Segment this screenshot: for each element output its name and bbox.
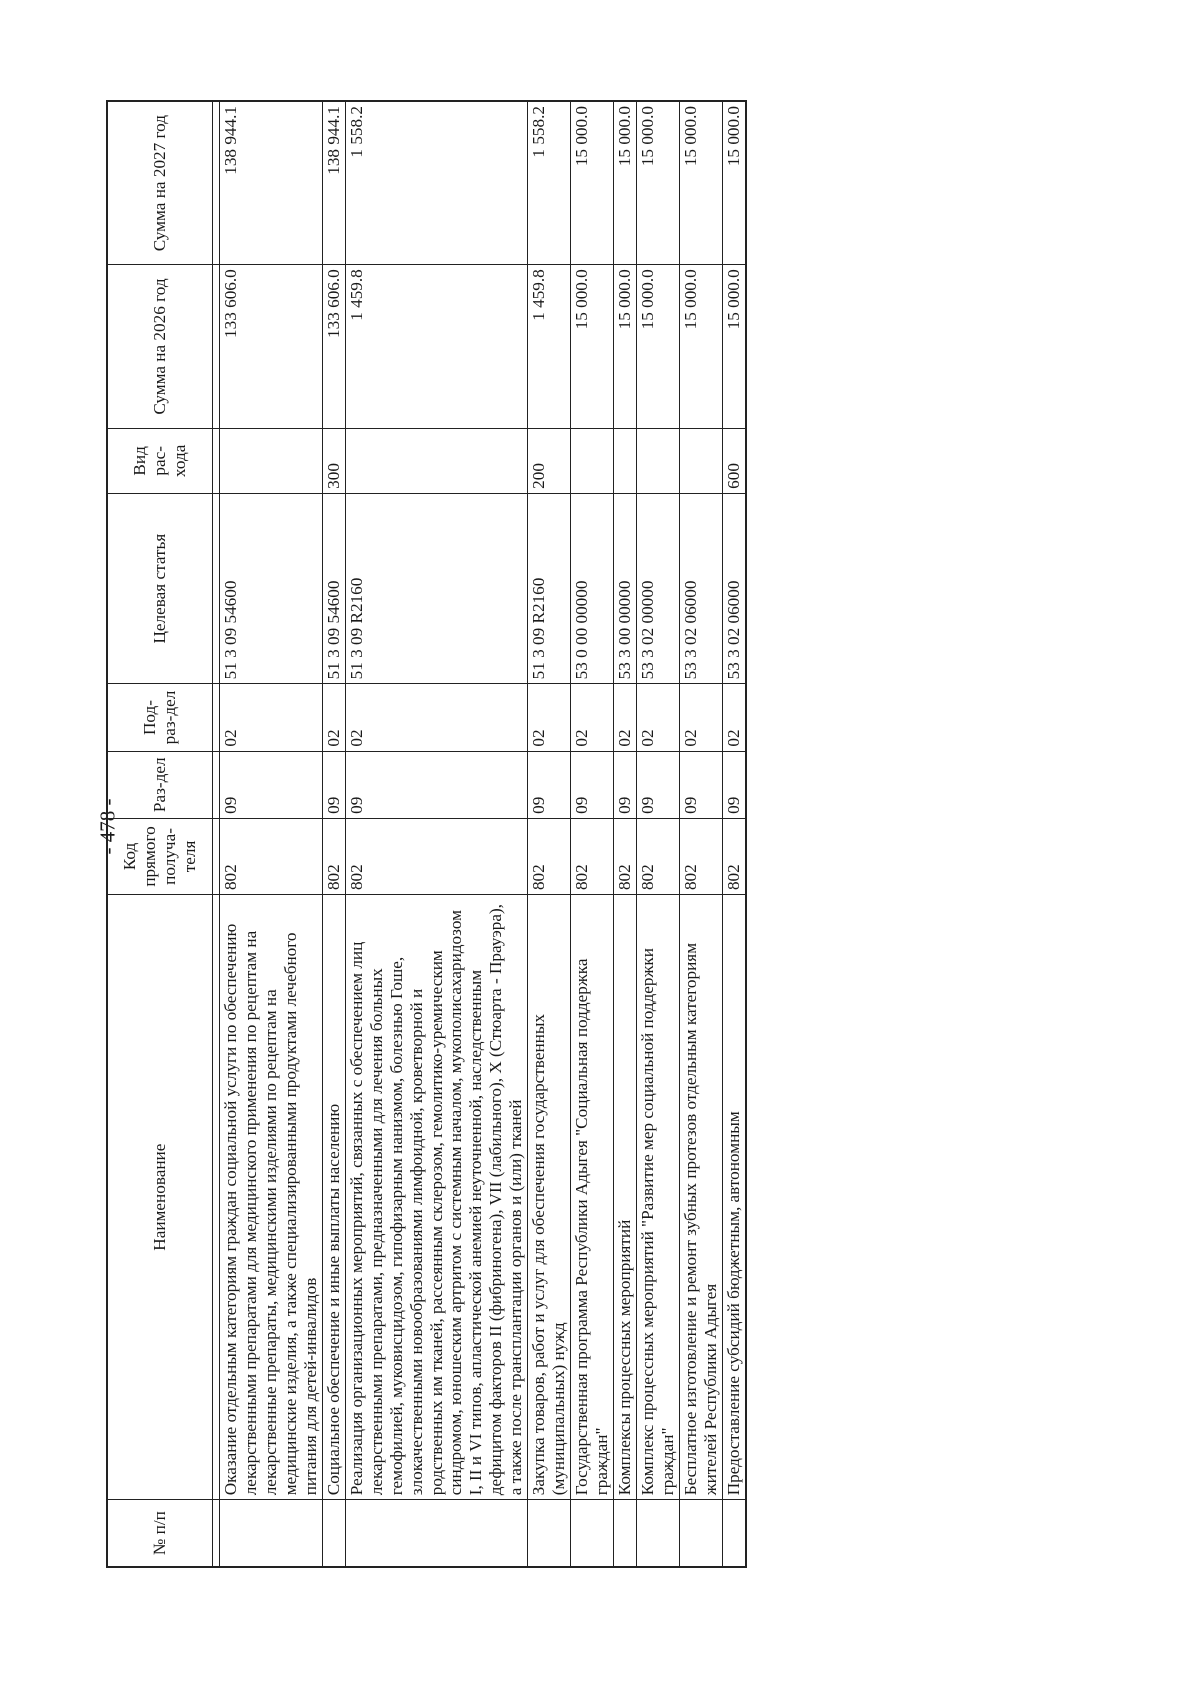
cell-podrazdel: 02 <box>679 684 722 751</box>
cell-sum2027: 138 944.1 <box>322 101 345 265</box>
cell-no <box>571 1500 614 1567</box>
cell-name: Бесплатное изготовление и ремонт зубных протезов отдельным категориям жителей Республики Адыгея <box>679 895 722 1500</box>
cell-no <box>722 1500 745 1567</box>
cell-sum2026: 1 459.8 <box>528 265 571 429</box>
cell-sum2026: 15 000.0 <box>614 265 637 429</box>
cell-no <box>614 1500 637 1567</box>
cell-name: Реализация организационных мероприятий, связанных с обеспечением лиц лекарственными препаратами, предназначенными для лечения больных гемофилией, муковисцидозом, гипофизарным нанизмом, болезнью Гоше, злокачественными новообразованиями лимфоидной, кроветворной и родственных им тканей, рассеянным склерозом, гемолитико-уремическим синдромом, юношеским артритом с системным началом, мукополисахаридозом I, II и VI типов, апластической анемией неуточненной, наследственным дефицитом факторов II (фибриногена), VII (лабильного), X (Стюарта - Прауэра), а также после трансплантации органов и (или) тканей <box>345 895 528 1500</box>
cell-sum2026: 15 000.0 <box>679 265 722 429</box>
cell-name: Государственная программа Республики Адыгея "Социальная поддержка граждан" <box>571 895 614 1500</box>
cell-name: Закупка товаров, работ и услуг для обеспечения государственных (муниципальных) нужд <box>528 895 571 1500</box>
cell-sum2027: 15 000.0 <box>571 101 614 265</box>
page-number: - 478 - <box>95 798 120 855</box>
table-row <box>528 101 571 1567</box>
cell-sum2027: 1 558.2 <box>528 101 571 265</box>
cell-code: 802 <box>322 818 345 894</box>
cell-tselevaya: 51 3 09 54600 <box>220 493 323 684</box>
cell-vid: 200 <box>528 428 571 493</box>
cell-sum2026: 133 606.0 <box>322 265 345 429</box>
cell-name: Социальное обеспечение и иные выплаты населению <box>322 895 345 1500</box>
cell-sum2027: 1 558.2 <box>345 101 528 265</box>
table-row <box>571 101 614 1567</box>
cell-no <box>345 1500 528 1567</box>
header-razdel: Раз-дел <box>107 751 213 818</box>
cell-no <box>528 1500 571 1567</box>
header-tselevaya: Целевая статья <box>107 493 213 684</box>
cell-razdel: 09 <box>528 751 571 818</box>
cell-razdel: 09 <box>571 751 614 818</box>
table-header-row <box>107 101 213 1567</box>
cell-code: 802 <box>614 818 637 894</box>
cell-tselevaya: 53 3 02 06000 <box>722 493 745 684</box>
cell-sum2026: 15 000.0 <box>722 265 745 429</box>
cell-code: 802 <box>722 818 745 894</box>
cell-tselevaya: 51 3 09 54600 <box>322 493 345 684</box>
cell-podrazdel: 02 <box>637 684 680 751</box>
cell-name: Комплексы процессных мероприятий <box>614 895 637 1500</box>
table-row <box>637 101 680 1567</box>
cell-code: 802 <box>220 818 323 894</box>
cell-name: Комплекс процессных мероприятий "Развитие мер социальной поддержки граждан" <box>637 895 680 1500</box>
cell-tselevaya: 51 3 09 R2160 <box>345 493 528 684</box>
cell-no <box>679 1500 722 1567</box>
cell-sum2026: 133 606.0 <box>220 265 323 429</box>
table-row <box>220 101 323 1567</box>
cell-tselevaya: 53 3 02 00000 <box>637 493 680 684</box>
table-body <box>220 101 746 1567</box>
cell-sum2026: 15 000.0 <box>571 265 614 429</box>
cell-vid: 600 <box>722 428 745 493</box>
cell-code: 802 <box>679 818 722 894</box>
cell-code: 802 <box>571 818 614 894</box>
cell-sum2026: 15 000.0 <box>637 265 680 429</box>
cell-tselevaya: 53 0 00 00000 <box>571 493 614 684</box>
table-row <box>322 101 345 1567</box>
header-vid: Вид рас-хода <box>107 428 213 493</box>
cell-razdel: 09 <box>614 751 637 818</box>
cell-tselevaya: 53 3 02 06000 <box>679 493 722 684</box>
cell-sum2027: 15 000.0 <box>722 101 745 265</box>
table-row <box>345 101 528 1567</box>
cell-sum2027: 15 000.0 <box>679 101 722 265</box>
cell-podrazdel: 02 <box>571 684 614 751</box>
cell-podrazdel: 02 <box>322 684 345 751</box>
cell-razdel: 09 <box>637 751 680 818</box>
cell-podrazdel: 02 <box>528 684 571 751</box>
table-row <box>614 101 637 1567</box>
cell-no <box>637 1500 680 1567</box>
cell-code: 802 <box>528 818 571 894</box>
cell-no <box>220 1500 323 1567</box>
cell-tselevaya: 53 3 00 00000 <box>614 493 637 684</box>
cell-code: 802 <box>345 818 528 894</box>
cell-vid <box>614 428 637 493</box>
cell-vid <box>571 428 614 493</box>
cell-vid <box>345 428 528 493</box>
cell-podrazdel: 02 <box>220 684 323 751</box>
cell-vid <box>679 428 722 493</box>
cell-podrazdel: 02 <box>722 684 745 751</box>
cell-vid <box>637 428 680 493</box>
cell-vid <box>220 428 323 493</box>
header-code: Код прямого получа-теля <box>107 818 213 894</box>
cell-razdel: 09 <box>345 751 528 818</box>
cell-sum2027: 138 944.1 <box>220 101 323 265</box>
cell-vid: 300 <box>322 428 345 493</box>
cell-name: Оказание отдельным категориям граждан социальной услуги по обеспечению лекарственными препаратами для медицинского применения по рецептам на лекарственные препараты, медицинскими изделиями по рецептам на медицинские изделия, а также специализированными продуктами лечебного питания для детей-инвалидов <box>220 895 323 1500</box>
header-separator <box>213 101 220 1567</box>
cell-sum2026: 1 459.8 <box>345 265 528 429</box>
cell-razdel: 09 <box>322 751 345 818</box>
budget-table <box>106 100 747 1568</box>
table-row <box>679 101 722 1567</box>
cell-razdel: 09 <box>220 751 323 818</box>
header-sum2026: Сумма на 2026 год <box>107 265 213 429</box>
cell-sum2027: 15 000.0 <box>614 101 637 265</box>
cell-name: Предоставление субсидий бюджетным, автономным <box>722 895 745 1500</box>
cell-no <box>322 1500 345 1567</box>
table-row <box>722 101 745 1567</box>
cell-podrazdel: 02 <box>614 684 637 751</box>
header-sum2027: Сумма на 2027 год <box>107 101 213 265</box>
header-no: № п/п <box>107 1500 213 1567</box>
cell-code: 802 <box>637 818 680 894</box>
header-name: Наименование <box>107 895 213 1500</box>
cell-sum2027: 15 000.0 <box>637 101 680 265</box>
header-podrazdel: Под-раз-дел <box>107 684 213 751</box>
cell-razdel: 09 <box>722 751 745 818</box>
rotated-page-content <box>106 100 1058 1568</box>
cell-tselevaya: 51 3 09 R2160 <box>528 493 571 684</box>
cell-podrazdel: 02 <box>345 684 528 751</box>
cell-razdel: 09 <box>679 751 722 818</box>
